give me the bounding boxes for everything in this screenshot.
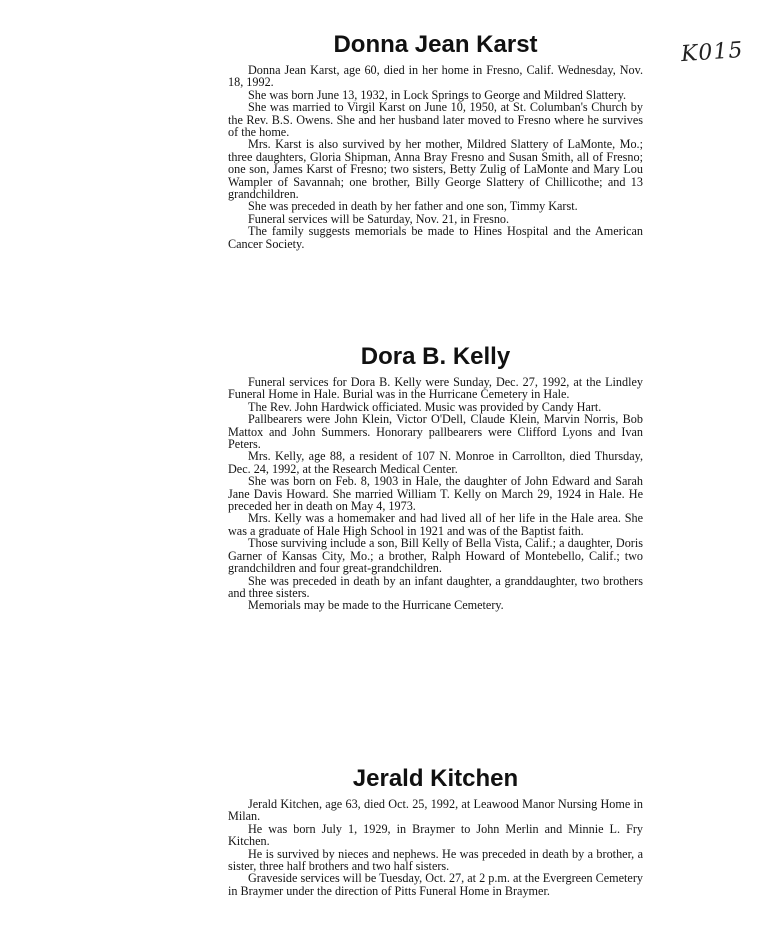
obituary-dora-b-kelly (228, 342, 643, 612)
obituary-paragraph: She was preceded in death by her father and one son, Timmy Karst. (248, 199, 578, 214)
obituary-paragraph: Funeral services for Dora B. Kelly were Sunday, Dec. 27, 1992, at the Lindley Funeral Home in Hale. Burial was in the Hurricane Cemetery in Hale. (228, 375, 643, 402)
obituary-name: Donna Jean Karst (333, 31, 538, 58)
handwritten-code: K015 (680, 37, 745, 68)
obituary-paragraph: She was born June 13, 1932, in Lock Springs to George and Mildred Slattery. (248, 87, 627, 102)
obituary-paragraph: The Rev. John Hardwick officiated. Music was provided by Candy Hart. (248, 399, 602, 414)
obituary-paragraph: Jerald Kitchen, age 63, died Oct. 25, 1992, at Leawood Manor Nursing Home in Milan. (228, 797, 643, 824)
obituary-paragraph: She was born on Feb. 8, 1903 in Hale, the daughter of John Edward and Sarah Jane Davis Howard. She married William T. Kelly on March 29, 1924 in Hale. He preceded her in death on May 4, 1973. (228, 474, 643, 514)
obituary-paragraph: Mrs. Kelly was a homemaker and had lived all of her life in the Hale area. She was a graduate of Hale High School in 1921 and was of the Baptist faith. (228, 511, 643, 538)
obituary-paragraph: She was married to Virgil Karst on June 10, 1950, at St. Columban's Church by the Rev. B.S. Owens. She and her husband later moved to Fresno where he survives of the home. (228, 100, 643, 140)
obituary-paragraph: She was preceded in death by an infant daughter, a granddaughter, two brothers and three sisters. (228, 573, 643, 600)
obituary-paragraph: Those surviving include a son, Bill Kelly of Bella Vista, Calif.; a daughter, Doris Garner of Kansas City, Mo.; a brother, Ralph Howard of Montebello, Calif.; two grandchildren and four great-grandchildren. (228, 536, 643, 576)
obituary-paragraph: He is survived by nieces and nephews. He was preceded in death by a brother, a sister, three half brothers and two half sisters. (228, 846, 643, 874)
obituary-paragraph: Mrs. Karst is also survived by her mother, Mildred Slattery of LaMonte, Mo.; three daughters, Gloria Shipman, Anna Bray Fresno and Susan Smith, all of Fresno; one son, James Karst of Fresno; two sisters, Betty Zulig of LaMonte and Mary Lou Wampler of Savannah; one brother, Billy George Slattery of Chillicothe; and 13 grandchildren. (228, 137, 643, 202)
obituary-paragraph: Graveside services will be Tuesday, Oct. 27, at 2 p.m. at the Evergreen Cemetery in Braymer under the direction of Pitts Funeral Home in Braymer. (228, 871, 643, 898)
obituary-paragraph: He was born July 1, 1929, in Braymer to John Merlin and Minnie L. Fry Kitchen. (228, 821, 643, 849)
obituary-paragraph: Memorials may be made to the Hurricane Cemetery. (248, 598, 504, 613)
obituary-name: Jerald Kitchen (352, 765, 519, 792)
obituary-name: Dora B. Kelly (360, 343, 511, 370)
obituary-paragraph: The family suggests memorials be made to Hines Hospital and the American Cancer Society. (228, 224, 643, 251)
obituary-paragraph: Funeral services will be Saturday, Nov. 21, in Fresno. (248, 211, 510, 226)
obituary-paragraph: Pallbearers were John Klein, Victor O'Dell, Claude Klein, Marvin Norris, Bob Mattox and John Summers. Honorary pallbearers were Clifford Lyons and Ivan Peters. (228, 412, 643, 452)
obituary-paragraph: Mrs. Kelly, age 88, a resident of 107 N. Monroe in Carrollton, died Thursday, Dec. 24, 1992, at the Research Medical Center. (228, 449, 643, 476)
obituary-paragraph: Donna Jean Karst, age 60, died in her home in Fresno, Calif. Wednesday, Nov. 18, 1992. (228, 63, 643, 90)
obituary-jerald-kitchen (228, 764, 643, 897)
obituary-donna-jean-karst (228, 30, 643, 250)
